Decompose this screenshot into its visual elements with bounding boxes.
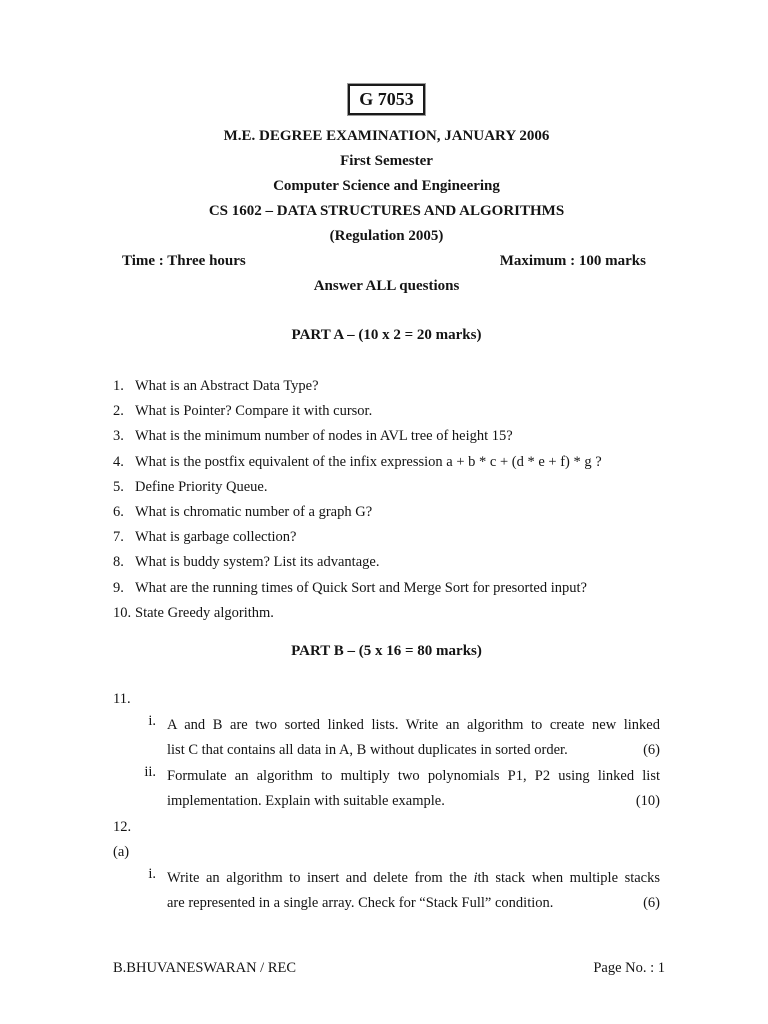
- item-line-2: [167, 738, 660, 764]
- question-number: 7.: [113, 529, 124, 546]
- item-line-1-pre: Write an algorithm to insert and delete from the: [167, 869, 474, 886]
- question-text: What is garbage collection?: [135, 529, 297, 546]
- maximum-marks: Maximum : 100 marks: [499, 253, 646, 269]
- question-12a-item-i: [135, 866, 660, 917]
- exam-code-wrap: [113, 84, 660, 115]
- question-text: What is buddy system? List its advantage.: [135, 554, 380, 571]
- question-row-9: [113, 576, 660, 601]
- part-a-heading: PART A – (10 x 2 = 20 marks): [291, 327, 482, 343]
- question-row-6: [113, 500, 660, 525]
- question-number: 9.: [113, 579, 124, 596]
- regulation-line: (Regulation 2005): [329, 228, 444, 244]
- item-body: [167, 866, 660, 917]
- question-text: What is an Abstract Data Type?: [135, 378, 319, 394]
- part-a-question-list: [113, 374, 660, 626]
- exam-code-box: G 7053: [348, 84, 425, 115]
- question-row-3: [113, 424, 660, 449]
- page-footer: [113, 956, 665, 981]
- department-line: Computer Science and Engineering: [273, 178, 500, 194]
- question-number: 10.: [113, 604, 132, 621]
- question-row-4: [113, 450, 660, 475]
- question-number: 3.: [113, 428, 124, 445]
- footer-author: B.BHUVANESWARAN / REC: [113, 960, 297, 976]
- question-11-item-ii: [135, 764, 660, 815]
- question-number: 6.: [113, 504, 124, 521]
- item-line-2-text: implementation. Explain with suitable example.: [167, 793, 445, 810]
- question-row-10: [113, 601, 660, 626]
- question-11-number: 11.: [113, 691, 131, 708]
- roman-numeral: i.: [148, 865, 156, 882]
- question-row-2: [113, 399, 660, 424]
- time-allowed: Time : Three hours: [122, 253, 246, 269]
- question-number: 1.: [113, 378, 124, 394]
- instruction-line: Answer ALL questions: [313, 278, 460, 294]
- question-number: 8.: [113, 554, 124, 571]
- part-b-heading: PART B – (5 x 16 = 80 marks): [291, 643, 482, 660]
- part-b-questions: [113, 687, 660, 917]
- question-row-8: [113, 550, 660, 575]
- exam-title: M.E. DEGREE EXAMINATION, JANUARY 2006: [223, 128, 550, 144]
- page-content: [113, 0, 660, 917]
- question-row-7: [113, 525, 660, 550]
- question-text: What is Pointer? Compare it with cursor.: [135, 403, 373, 420]
- question-text: Define Priority Queue.: [135, 478, 268, 495]
- course-line: CS 1602 – DATA STRUCTURES AND ALGORITHMS: [208, 203, 565, 219]
- item-line-1: Formulate an algorithm to multiply two polynomials P1, P2 using linked list: [167, 767, 660, 784]
- question-11-item-i: [135, 713, 660, 764]
- item-body: [167, 764, 660, 815]
- question-number: 5.: [113, 478, 124, 495]
- roman-numeral: ii.: [144, 763, 156, 780]
- item-line-2-text: are represented in a single array. Check for “Stack Full” condition.: [167, 895, 554, 912]
- question-12-number: 12.: [113, 818, 132, 835]
- item-line-2: [167, 891, 660, 917]
- item-body: [167, 713, 660, 764]
- question-text: What is the postfix equivalent of the infix expression a + b * c + (d * e + f) * g ?: [135, 453, 602, 470]
- question-row-5: [113, 475, 660, 500]
- question-text: What are the running times of Quick Sort and Merge Sort for presorted input?: [135, 579, 587, 596]
- marks-badge: (10): [635, 793, 660, 810]
- marks-badge: (6): [643, 895, 660, 912]
- item-line-1: A and B are two sorted linked lists. Write an algorithm to create new linked: [167, 716, 660, 733]
- time-marks-row: [113, 249, 660, 274]
- question-row-1: [113, 374, 660, 399]
- question-text: What is chromatic number of a graph G?: [135, 504, 373, 521]
- question-12-sub-a: (a): [113, 844, 130, 861]
- item-line-2-text: list C that contains all data in A, B without duplicates in sorted order.: [167, 742, 568, 759]
- item-line-1-post: th stack when multiple stacks: [477, 869, 660, 886]
- question-number: 2.: [113, 403, 124, 420]
- item-line-1: [167, 866, 660, 892]
- semester-line: First Semester: [340, 153, 433, 169]
- question-text: What is the minimum number of nodes in AVL tree of height 15?: [135, 428, 513, 445]
- question-number: 4.: [113, 453, 124, 470]
- item-line-2: [167, 789, 660, 815]
- marks-badge: (6): [643, 742, 660, 759]
- roman-numeral: i.: [148, 712, 156, 729]
- footer-page-number: Page No. : 1: [593, 960, 665, 976]
- question-text: State Greedy algorithm.: [135, 604, 274, 621]
- item-line-1-italic: i: [473, 869, 478, 886]
